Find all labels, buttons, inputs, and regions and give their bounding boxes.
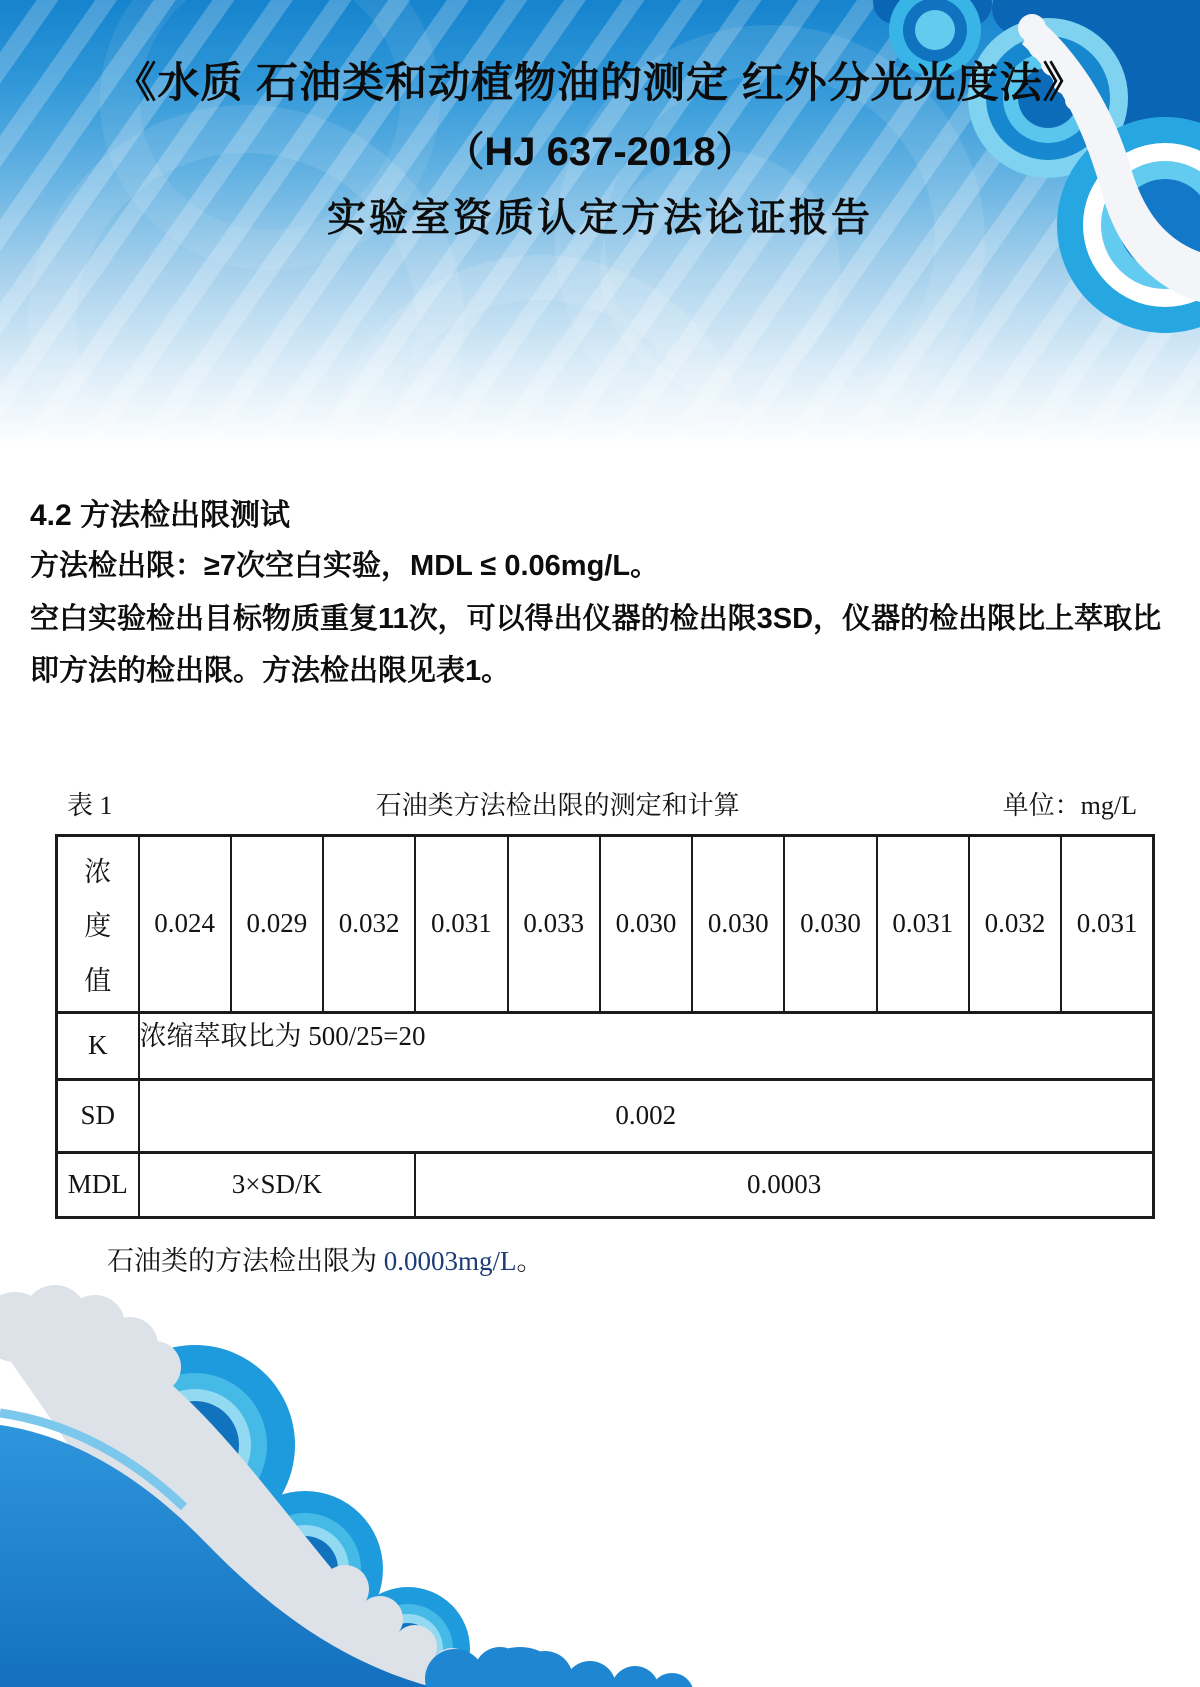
table-unit: 单位：mg/L xyxy=(1002,790,1137,820)
table-row-concentration xyxy=(57,835,1154,1012)
concentration-value: 0.024 xyxy=(139,835,231,1012)
title-block xyxy=(0,0,1200,241)
table-row-mdl xyxy=(57,1152,1154,1217)
method-paragraph: 空白实验检出目标物质重复11次，可以得出仪器的检出限3SD，仪器的检出限比上萃取比即方法的检出限。方法检出限见表1。 xyxy=(30,602,1162,687)
concentration-header-char: 浓 xyxy=(84,856,112,887)
concentration-value: 0.032 xyxy=(969,835,1061,1012)
concentration-value: 0.030 xyxy=(600,835,692,1012)
mdl-label: MDL xyxy=(57,1152,139,1217)
concentration-value: 0.033 xyxy=(508,835,600,1012)
sd-label: SD xyxy=(57,1079,139,1152)
concentration-header-char: 值 xyxy=(84,965,112,996)
concentration-value: 0.030 xyxy=(692,835,784,1012)
k-label: K xyxy=(57,1012,139,1079)
concentration-value: 0.032 xyxy=(323,835,415,1012)
k-value: 浓缩萃取比为 500/25=20 xyxy=(139,1012,1154,1079)
concentration-value: 0.031 xyxy=(1061,835,1153,1012)
detection-limit-line: 方法检出限：≥7次空白实验，MDL ≤ 0.06mg/L。 xyxy=(30,550,660,582)
section-heading: 4.2 方法检出限测试 xyxy=(30,499,291,532)
report-subtitle: 实验室资质认定方法论证报告 xyxy=(326,197,873,241)
result-note-prefix: 石油类的方法检出限为 xyxy=(107,1245,384,1276)
detection-limit-table xyxy=(55,834,1155,1219)
concentration-header-char: 度 xyxy=(84,911,112,942)
table-label: 表 1 xyxy=(67,790,113,820)
concentration-value: 0.031 xyxy=(415,835,507,1012)
result-note-value: 0.0003mg/L xyxy=(383,1245,517,1276)
standard-number: （HJ 637-2018） xyxy=(444,130,756,175)
table-title: 石油类方法检出限的测定和计算 xyxy=(375,790,740,820)
header-banner xyxy=(0,0,1200,450)
table-row-k xyxy=(57,1012,1154,1079)
bottom-left-wave-circles-decoration xyxy=(0,1217,760,1687)
concentration-value: 0.030 xyxy=(784,835,876,1012)
sd-value: 0.002 xyxy=(139,1079,1154,1152)
concentration-value: 0.029 xyxy=(231,835,323,1012)
concentration-header xyxy=(57,835,139,1012)
table-area xyxy=(55,785,1155,1278)
concentration-value: 0.031 xyxy=(877,835,969,1012)
mdl-formula: 3×SD/K xyxy=(139,1152,416,1217)
body-content xyxy=(30,490,1172,697)
mdl-value: 0.0003 xyxy=(415,1152,1153,1217)
table-caption xyxy=(55,785,1155,822)
document-title: 《水质 石油类和动植物油的测定 红外分光光度法》 xyxy=(114,59,1086,106)
result-note-suffix: 。 xyxy=(516,1245,544,1276)
table-row-sd xyxy=(57,1079,1154,1152)
